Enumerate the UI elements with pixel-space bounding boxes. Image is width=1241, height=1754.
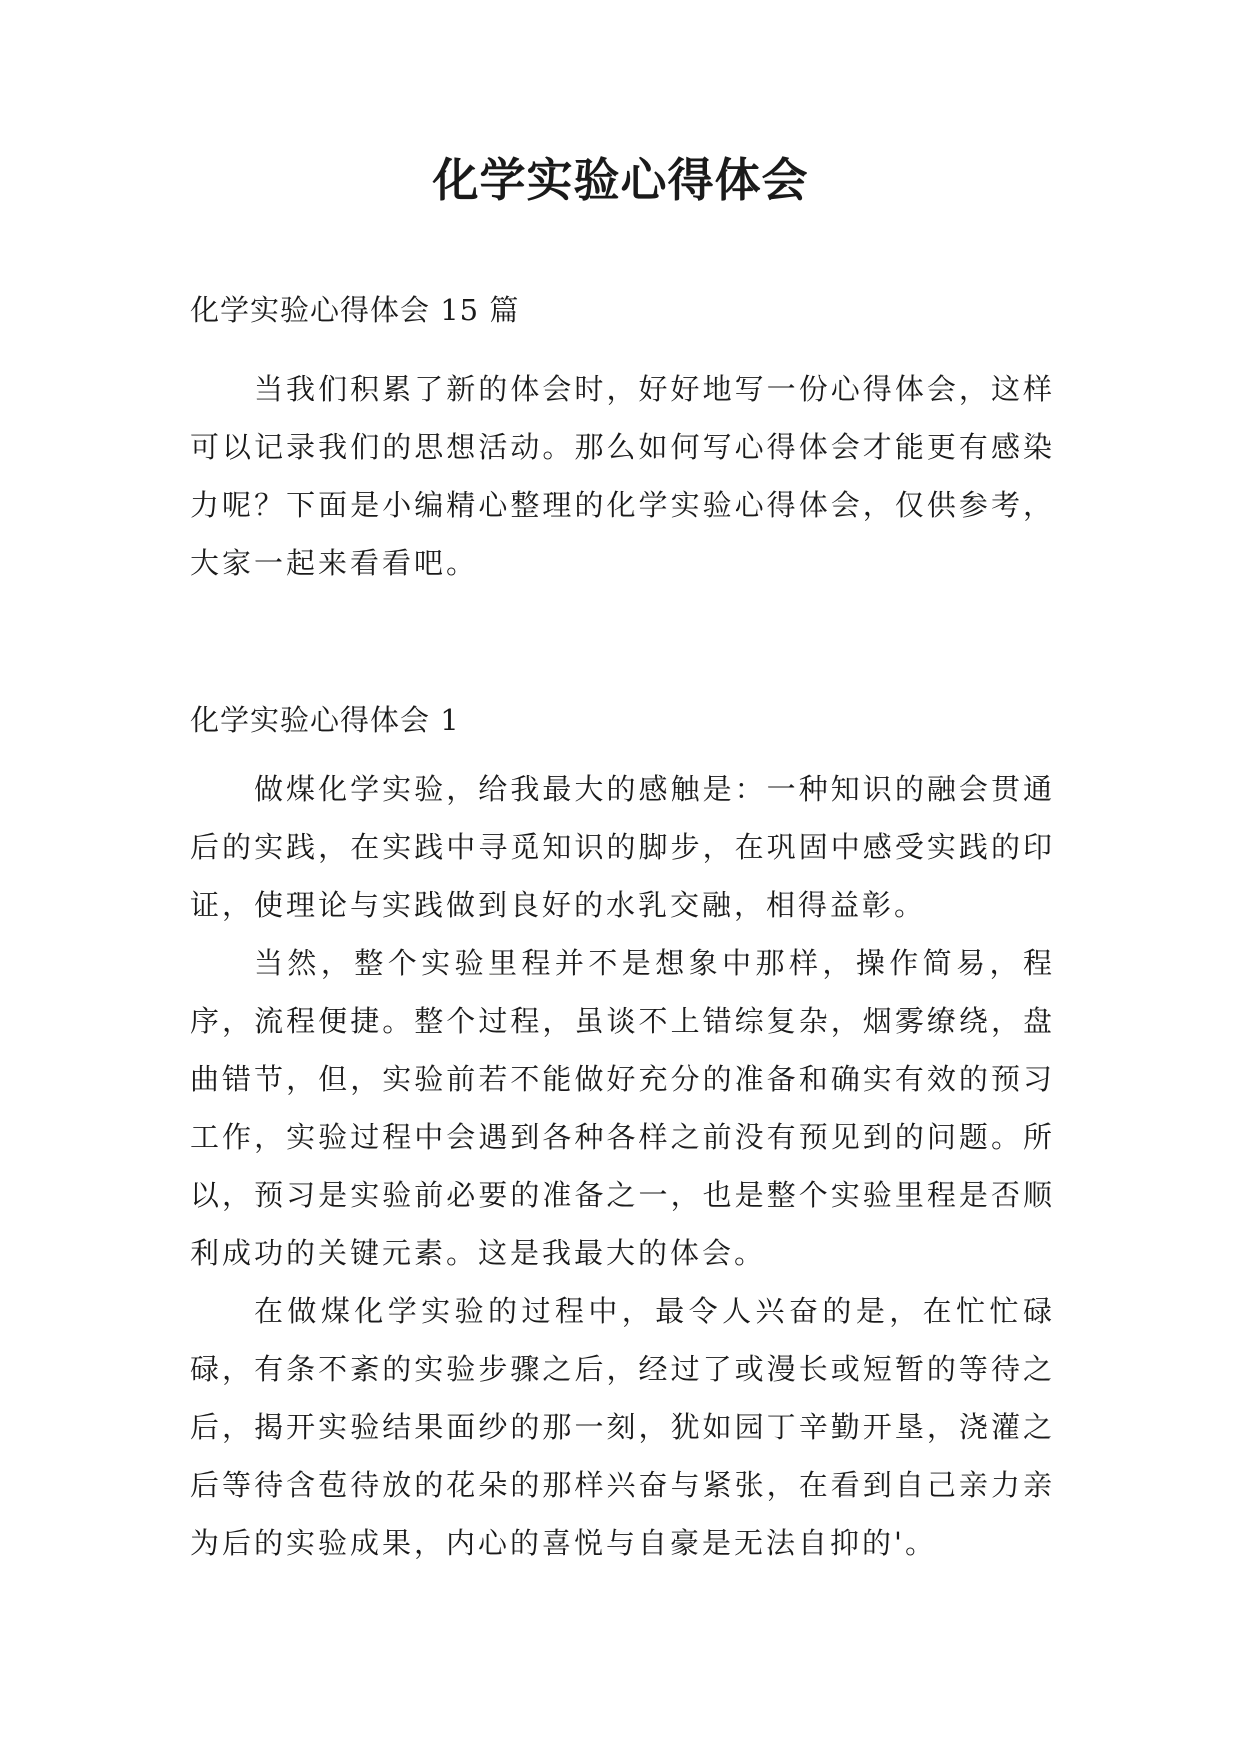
body-paragraph: 当然，整个实验里程并不是想象中那样，操作简易，程序，流程便捷。整个过程，虽谈不上错综复杂，烟雾缭绕，盘曲错节，但，实验前若不能做好充分的准备和确实有效的预习工作，实验过程中会遇到各种各样之前没有预见到的问题。所以，预习是实验前必要的准备之一，也是整个实验里程是否顺利成功的关键元素。这是我最大的体会。 xyxy=(190,946,1055,1270)
intro-paragraph: 当我们积累了新的体会时，好好地写一份心得体会，这样可以记录我们的思想活动。那么如何写心得体会才能更有感染力呢？下面是小编精心整理的化学实验心得体会，仅供参考，大家一起来看看吧。 xyxy=(190,372,1055,580)
body-paragraph: 做煤化学实验，给我最大的感触是：一种知识的融会贯通后的实践，在实践中寻觅知识的脚步，在巩固中感受实践的印证，使理论与实践做到良好的水乳交融，相得益彰。 xyxy=(190,772,1055,922)
section-heading: 化学实验心得体会 1 xyxy=(190,703,460,737)
section-body xyxy=(190,760,1055,1572)
document-subtitle: 化学实验心得体会 15 篇 xyxy=(190,293,520,327)
body-paragraph: 在做煤化学实验的过程中，最令人兴奋的是，在忙忙碌碌，有条不紊的实验步骤之后，经过了或漫长或短暂的等待之后，揭开实验结果面纱的那一刻，犹如园丁辛勤开垦，浇灌之后等待含苞待放的花朵的那样兴奋与紧张，在看到自己亲力亲为后的实验成果，内心的喜悦与自豪是无法自抑的'。 xyxy=(190,1294,1055,1560)
intro-block xyxy=(190,360,1055,592)
document-title: 化学实验心得体会 xyxy=(432,153,809,207)
